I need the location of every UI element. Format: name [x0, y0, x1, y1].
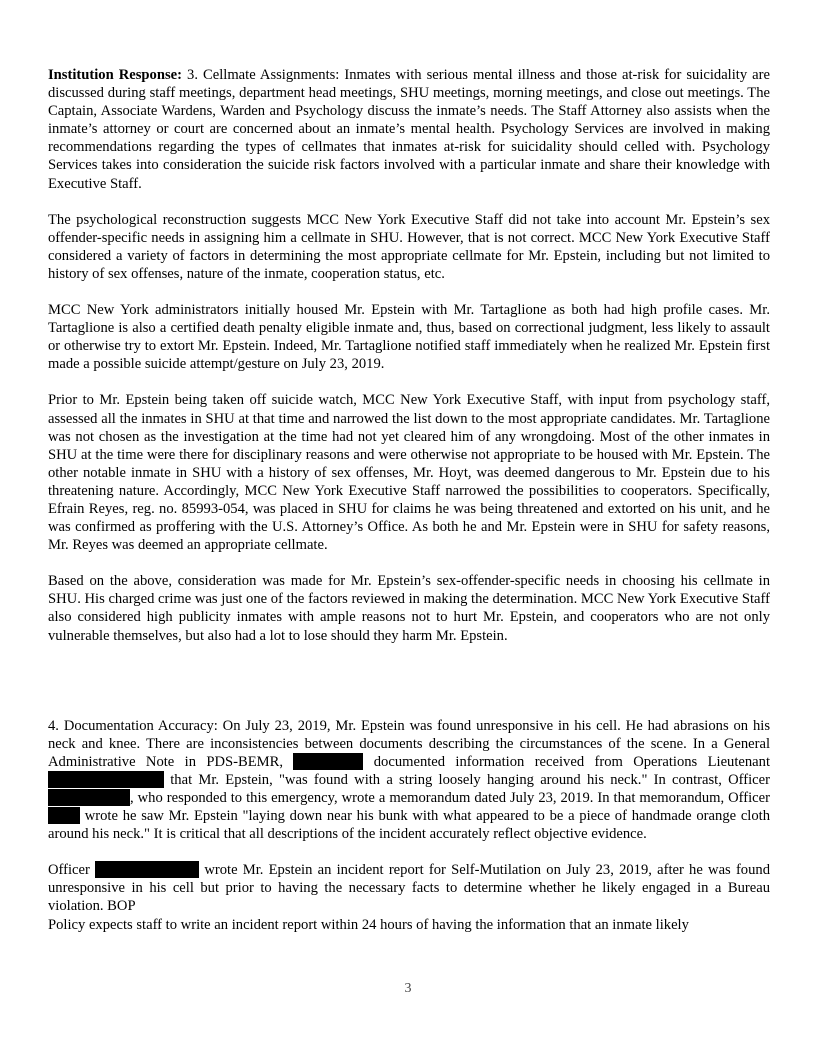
- paragraph-cellmate-assignments: [48, 66, 770, 193]
- doc-accuracy-text-1: 4. Documentation Accuracy: On July 23, 2019, Mr. Epstein was found unresponsive in his cell. He had abrasions on his neck and knee. There are inconsistencies between documents describing the circumstances of the scene. In a General Administrative Note in PDS-BEMR,: [48, 717, 770, 770]
- document-body: [48, 66, 770, 934]
- paragraph-psych-reconstruction: The psychological reconstruction suggests MCC New York Executive Staff did not take into account Mr. Epstein’s sex offender-specific needs in assigning him a cellmate in SHU. However, that is not correct. MCC New York Executive Staff considered a variety of factors in determining the most appropriate cellmate for Mr. Epstein, including but not limited to history of sex offenses, nature of the inmate, cooperation status, etc.: [48, 211, 770, 282]
- paragraph-incident-report: [48, 861, 770, 915]
- doc-accuracy-text-3: that Mr. Epstein, "was found with a string loosely hanging around his neck." In contrast, Officer: [170, 771, 770, 788]
- cellmate-assignments-text: 3. Cellmate Assignments: Inmates with serious mental illness and those at-risk for suicidality are discussed during staff meetings, department head meetings, SHU meetings, morning meetings, and close out meetings. The Captain, Associate Wardens, Warden and Psychology discuss the inmate’s needs. The Staff Attorney also assists when the inmate’s attorney or court are concerned about an inmate’s mental health. Psychology Services are involved in making recommendations regarding the types of cellmates that inmates at-risk for suicidality should celled with. Psychology Services takes into consideration the suicide risk factors involved with a particular inmate and share their knowledge with Executive Staff.: [48, 67, 770, 192]
- paragraph-initial-housing: MCC New York administrators initially housed Mr. Epstein with Mr. Tartaglione as both had high profile cases. Mr. Tartaglione is also a certified death penalty eligible inmate and, thus, based on correctional judgment, less likely to assault or otherwise try to extort Mr. Epstein. Indeed, Mr. Tartaglione notified staff immediately when he realized Mr. Epstein first made a possible suicide attempt/gesture on July 23, 2019.: [48, 302, 770, 373]
- doc-accuracy-text-5: wrote he saw Mr. Epstein "laying down near his bunk with what appeared to be a piece of handmade orange cloth around his neck." It is critical that all descriptions of the incident accurately reflect objective evidence.: [48, 808, 770, 843]
- redaction-box: [293, 753, 363, 770]
- paragraph-bop-policy: Policy expects staff to write an incident report within 24 hours of having the information that an inmate likely: [48, 916, 689, 933]
- paragraph-documentation-accuracy: [48, 717, 770, 844]
- incident-report-text-2: wrote Mr. Epstein an incident report for Self-Mutilation on July 23, 2019, after he was found unresponsive in his cell but prior to having the necessary facts to determine whether he likely engaged in a Bureau violation. BOP: [48, 862, 770, 915]
- doc-accuracy-text-2: documented information received from Operations Lieutenant: [373, 753, 771, 770]
- institution-response-label: Institution Response:: [48, 67, 182, 83]
- redaction-box: [48, 771, 164, 788]
- redaction-box: [95, 861, 199, 878]
- incident-report-text-1: Officer: [48, 862, 90, 879]
- page-number: 3: [404, 981, 412, 996]
- paragraph-conclusion: Based on the above, consideration was made for Mr. Epstein’s sex-offender-specific needs in choosing his cellmate in SHU. His charged crime was just one of the factors reviewed in making the determination. MCC New York Executive Staff also considered high publicity inmates with ample reasons not to hurt Mr. Epstein, and cooperators who are not only vulnerable themselves, but also had a lot to lose should they harm Mr. Epstein.: [48, 573, 770, 644]
- doc-accuracy-text-4: , who responded to this emergency, wrote a memorandum dated July 23, 2019. In that memorandum, Officer: [130, 790, 770, 806]
- paragraph-suicide-watch: Prior to Mr. Epstein being taken off suicide watch, MCC New York Executive Staff, with input from psychology staff, assessed all the inmates in SHU at that time and narrowed the list down to the most appropriate candidates. Mr. Tartaglione was not chosen as the investigation at the time had not yet cleared him of any wrongdoing. Most of the other inmates in SHU at the time were there for disciplinary reasons and were otherwise not appropriate to be housed with Mr. Epstein. The other notable inmate in SHU with a history of sex offenses, Mr. Hoyt, was deemed dangerous to Mr. Epstein due to his threatening nature. Accordingly, MCC New York Executive Staff narrowed the possibilities to cooperators. Specifically, Efrain Reyes, reg. no. 85993-054, was placed in SHU for claims he was being threatened and extorted on his unit, and he was confirmed as proffering with the U.S. Attorney’s Office. As both he and Mr. Epstein were in SHU for safety reasons, Mr. Reyes was deemed an appropriate cellmate.: [48, 392, 770, 554]
- redaction-box: [48, 807, 80, 824]
- redaction-box: [48, 789, 130, 806]
